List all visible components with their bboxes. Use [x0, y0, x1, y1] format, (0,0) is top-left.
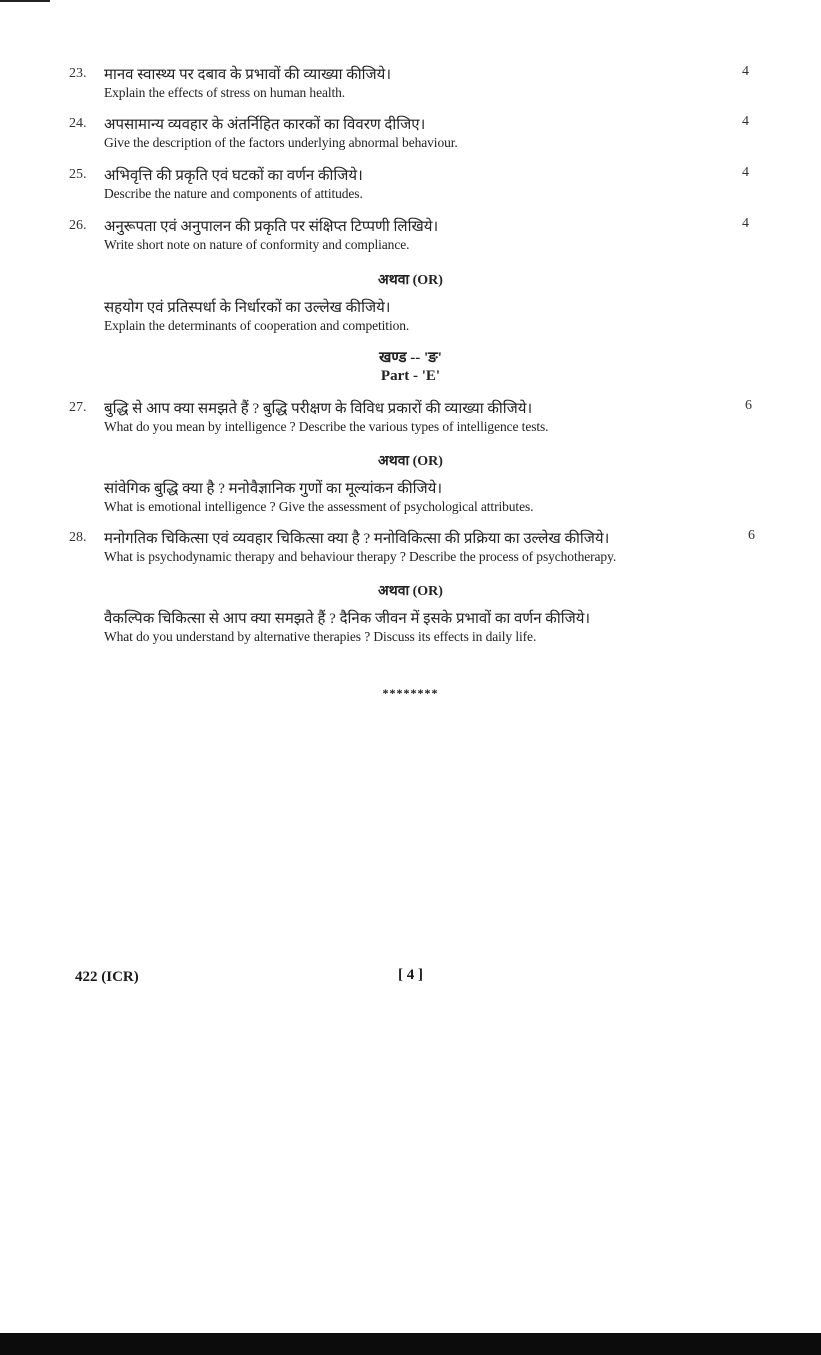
question-text-hindi: मानव स्वास्थ्य पर दबाव के प्रभावों की व्याख्या कीजिये।: [104, 67, 392, 83]
end-of-paper-marker: ********: [382, 686, 439, 700]
question-number: 28.: [69, 530, 87, 545]
question-number: 27.: [69, 400, 87, 415]
alternative-text-english: What do you understand by alternative therapies ? Discuss its effects in daily life.: [104, 629, 537, 644]
page-number: [ 4 ]: [398, 967, 423, 983]
question-text-hindi: अभिवृत्ति की प्रकृति एवं घटकों का वर्णन कीजिये।: [104, 168, 363, 184]
question-number: 25.: [69, 167, 87, 182]
question-marks: 4: [742, 114, 749, 129]
corner-mark: [0, 0, 50, 2]
question-number: 24.: [69, 116, 87, 131]
question-text-hindi: अपसामान्य व्यवहार के अंतर्निहित कारकों का विवरण दीजिए।: [104, 117, 426, 133]
question-marks: 6: [748, 528, 755, 543]
question-text-english: What do you mean by intelligence ? Describe the various types of intelligence tests.: [104, 419, 549, 434]
question-marks: 4: [742, 165, 749, 180]
alternative-text-english: Explain the determinants of cooperation and competition.: [104, 318, 410, 333]
or-label: अथवा (OR): [378, 454, 443, 469]
or-label: अथवा (OR): [378, 584, 443, 599]
alternative-text-hindi: सांवेगिक बुद्धि क्या है ? मनोवैज्ञानिक गुणों का मूल्यांकन कीजिये।: [104, 481, 443, 497]
alternative-text-hindi: सहयोग एवं प्रतिस्पर्धा के निर्धारकों का उल्लेख कीजिये।: [104, 300, 391, 316]
section-title-english: Part - 'E': [380, 368, 441, 384]
question-number: 26.: [69, 218, 87, 233]
question-text-hindi: मनोगतिक चिकित्सा एवं व्यवहार चिकित्सा क्या है ? मनोविकित्सा की प्रक्रिया का उल्लेख कीजिये।: [104, 531, 610, 547]
question-text-english: Explain the effects of stress on human health.: [104, 85, 346, 100]
question-marks: 4: [742, 216, 749, 231]
question-number: 23.: [69, 66, 87, 81]
question-text-english: Write short note on nature of conformity and compliance.: [104, 237, 410, 252]
or-label: अथवा (OR): [378, 273, 443, 288]
question-text-hindi: बुद्धि से आप क्या समझते हैं ? बुद्धि परीक्षण के विविध प्रकारों की व्याख्या कीजिये।: [104, 401, 533, 417]
question-text-english: Describe the nature and components of attitudes.: [104, 186, 363, 201]
section-title-hindi: खण्ड -- 'ङ': [379, 350, 442, 366]
question-text-hindi: अनुरूपता एवं अनुपालन की प्रकृति पर संक्षिप्त टिप्पणी लिखिये।: [104, 219, 439, 235]
alternative-text-english: What is emotional intelligence ? Give the assessment of psychological attributes.: [104, 499, 534, 514]
question-text-english: What is psychodynamic therapy and behaviour therapy ? Describe the process of psychotherapy.: [104, 549, 617, 564]
question-text-english: Give the description of the factors underlying abnormal behaviour.: [104, 135, 458, 150]
alternative-text-hindi: वैकल्पिक चिकित्सा से आप क्या समझते हैं ? दैनिक जीवन में इसके प्रभावों का वर्णन कीजिये।: [104, 611, 591, 627]
question-marks: 4: [742, 64, 749, 79]
question-marks: 6: [745, 398, 752, 413]
paper-code: 422 (ICR): [75, 969, 139, 985]
scan-edge-bar: [0, 1333, 821, 1355]
